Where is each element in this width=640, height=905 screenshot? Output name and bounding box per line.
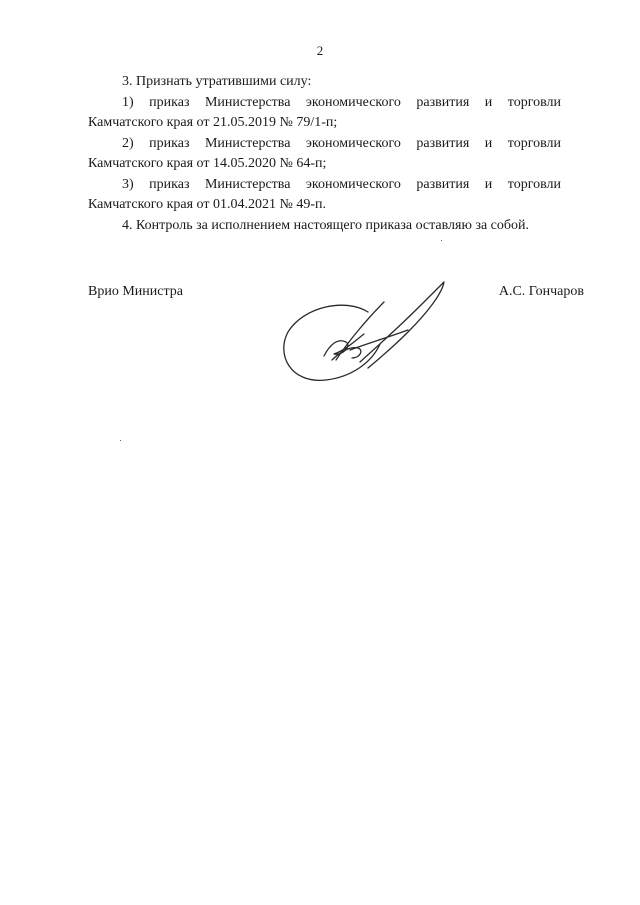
list-item-line1: 3) приказ Министерства экономического развития и торговли xyxy=(122,176,562,192)
paragraph-4: 4. Контроль за исполнением настоящего приказа оставляю за собой. xyxy=(122,217,530,233)
document-body xyxy=(88,72,594,236)
scan-speck xyxy=(120,440,121,441)
signatory-title: Врио Министра xyxy=(88,284,183,299)
page-number: 2 xyxy=(316,43,324,58)
paragraph-3-heading: 3. Признать утратившими силу: xyxy=(122,74,312,89)
list-item-line2: Камчатского края от 21.05.2019 № 79/1-п; xyxy=(88,115,338,130)
handwritten-signature xyxy=(276,280,450,384)
list-item xyxy=(88,134,594,175)
scan-speck xyxy=(441,240,442,241)
list-item-line1: 2) приказ Министерства экономического развития и торговли xyxy=(122,135,562,151)
list-item xyxy=(88,93,594,134)
signatory-name: А.С. Гончаров xyxy=(498,284,584,299)
list-item xyxy=(88,175,594,216)
list-item-line2: Камчатского края от 14.05.2020 № 64-п; xyxy=(88,156,327,171)
list-item-line2: Камчатского края от 01.04.2021 № 49-п. xyxy=(88,197,327,212)
list-item-line1: 1) приказ Министерства экономического развития и торговли xyxy=(122,94,562,110)
